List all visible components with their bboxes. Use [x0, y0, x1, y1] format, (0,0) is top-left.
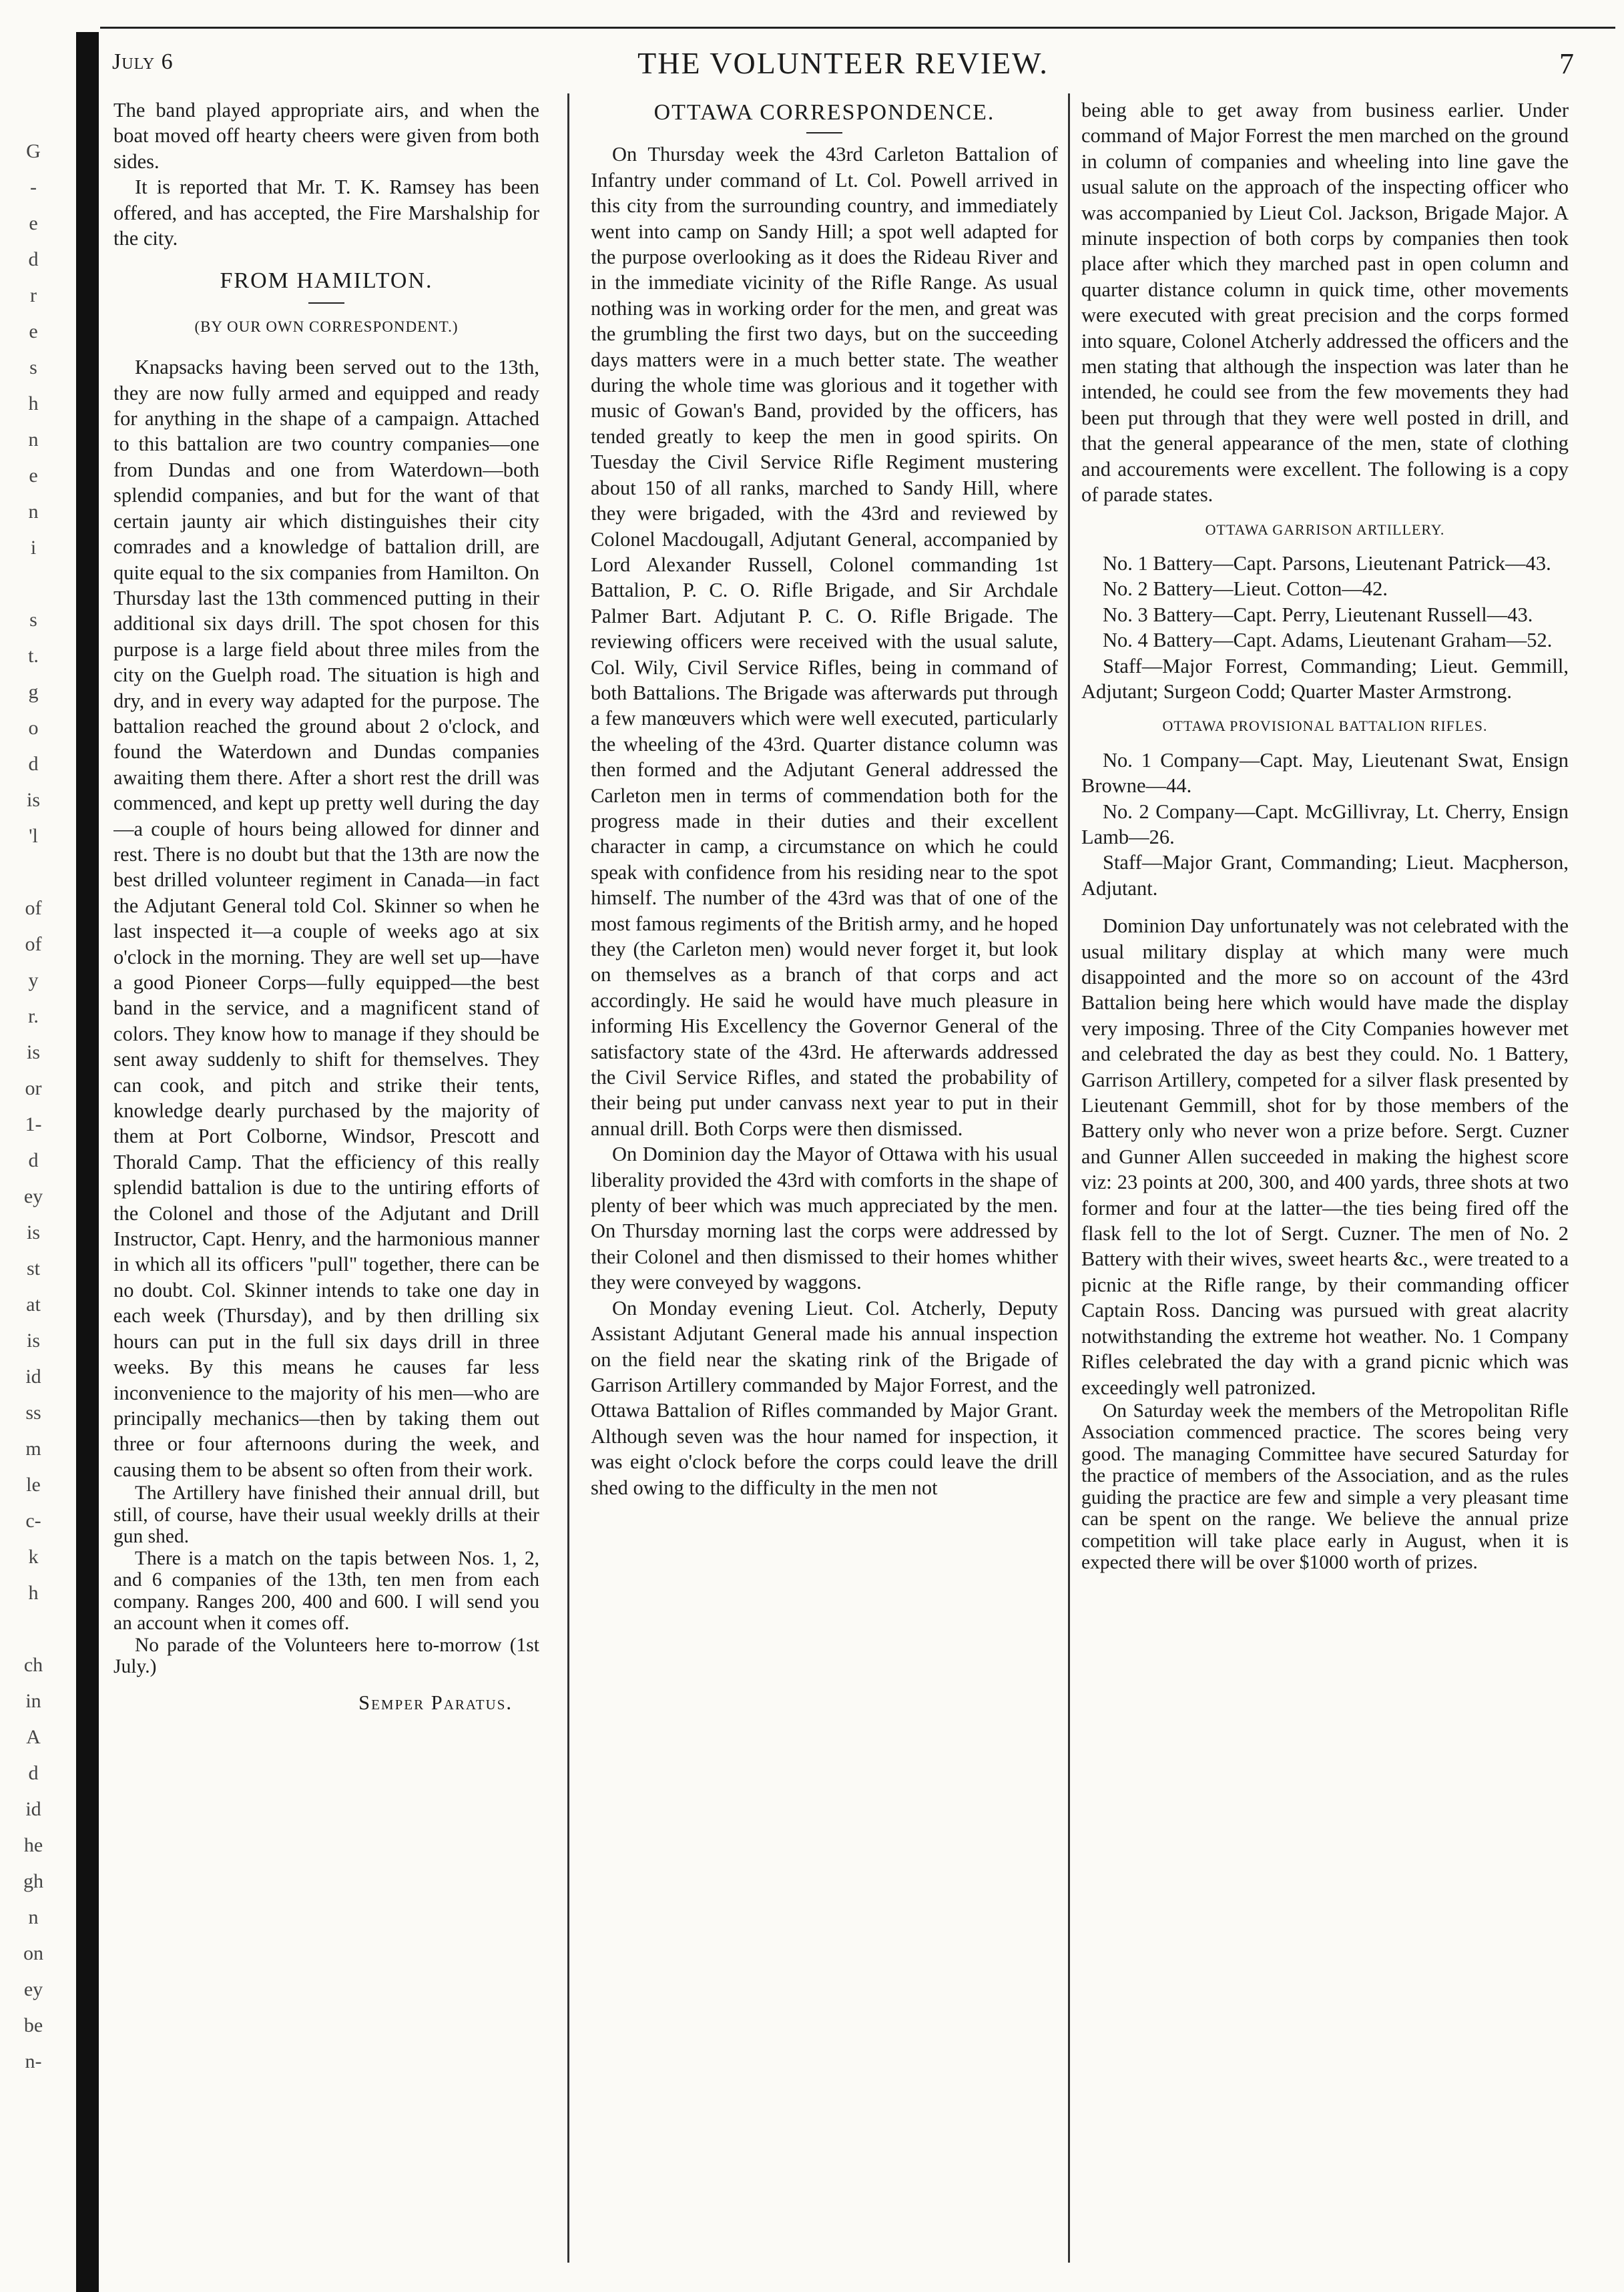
- margin-fragment: id: [25, 1798, 41, 1820]
- heading-rule: [308, 302, 344, 304]
- margin-fragment: c-: [25, 1510, 41, 1532]
- margin-fragment: ey: [23, 1978, 43, 2000]
- margin-fragment: is: [26, 1330, 40, 1352]
- margin-fragment: i: [30, 537, 37, 559]
- margin-fragment: r: [30, 284, 37, 306]
- roster-entry: No. 2 Battery—Lieut. Cotton—42.: [1103, 577, 1388, 601]
- article-paragraph: On Dominion day the Mayor of Ottawa with his usual liberality provided the 43rd with comforts in the shape of plenty of beer which was much appreciated by the men. On Thursday morning last the corps were addressed by their Colonel and then dismissed to their homes whither they were conveyed by waggons.: [591, 1143, 1058, 1294]
- section-heading-hamilton: FROM HAMILTON.: [220, 268, 433, 294]
- margin-fragment: in: [25, 1690, 41, 1712]
- margin-fragment: gh: [23, 1870, 43, 1892]
- margin-fragment: k: [28, 1546, 39, 1568]
- margin-fragment: n: [28, 1906, 39, 1928]
- margin-fragment: be: [23, 2014, 43, 2036]
- margin-fragment: t.: [28, 645, 39, 667]
- margin-fragment: s: [29, 609, 37, 631]
- roster-entry: No. 4 Battery—Capt. Adams, Lieutenant Graham—52.: [1103, 629, 1553, 652]
- article-paragraph: It is reported that Mr. T. K. Ramsey has been offered, and has accepted, the Fire Marshalship for the city.: [113, 176, 539, 250]
- roster-entry: Staff—Major Forrest, Commanding; Lieut. Gemmill, Adjutant; Surgeon Codd; Quarter Master Armstrong.: [1081, 654, 1569, 703]
- margin-fragment: d: [28, 1762, 39, 1784]
- roster-entry: No. 1 Battery—Capt. Parsons, Lieutenant Patrick—43.: [1103, 551, 1551, 575]
- article-paragraph: No parade of the Volunteers here to-morrow (1st July.): [113, 1634, 539, 1678]
- column-two: [591, 97, 1058, 2273]
- margin-fragment: n: [28, 501, 39, 523]
- margin-fragment: ch: [23, 1654, 43, 1676]
- article-paragraph: There is a match on the tapis between Nos. 1, 2, and 6 companies of the 13th, ten men from each company. Ranges 200, 400 and 600. I will send you an account when it comes off.: [113, 1547, 539, 1635]
- column-rule: [1068, 93, 1070, 2263]
- margin-fragment: of: [25, 933, 42, 955]
- margin-fragment: h: [28, 392, 39, 414]
- roster-entry: No. 3 Battery—Capt. Perry, Lieutenant Russell—43.: [1103, 603, 1533, 626]
- column-rule: [567, 93, 569, 2263]
- margin-fragment: e: [29, 320, 38, 342]
- margin-fragment: or: [25, 1077, 42, 1099]
- margin-fragment: e: [29, 212, 38, 234]
- margin-fragment: d: [28, 248, 39, 270]
- margin-fragment: is: [26, 1041, 40, 1063]
- adjacent-page-margin: [0, 133, 67, 2136]
- margin-fragment: le: [26, 1474, 41, 1496]
- page-header: [112, 45, 1574, 85]
- margin-fragment: he: [23, 1834, 43, 1856]
- margin-fragment: ss: [25, 1402, 41, 1424]
- margin-fragment: st: [26, 1257, 40, 1279]
- margin-fragment: on: [23, 1942, 43, 1964]
- correspondent-signature: Semper Paratus.: [358, 1691, 513, 1714]
- margin-fragment: -: [30, 176, 37, 198]
- margin-fragment: g: [28, 681, 39, 703]
- margin-fragment: A: [26, 1726, 41, 1748]
- margin-fragment: h: [28, 1582, 39, 1604]
- rifles-subheading: OTTAWA PROVISIONAL BATTALION RIFLES.: [1162, 718, 1488, 735]
- article-paragraph: being able to get away from business earlier. Under command of Major Forrest the men marched on the ground in column of companies and wheeling into line gave the usual salute on the approach of the inspecting officer who was accompanied by Lieut Col. Jackson, Brigade Major. A minute inspection of both corps by companies then took place after which they marched past in open column and quarter distance column in quick time, other movements were executed with great precision and the corps formed into square, Colonel Atcherly addressed the officers and the men stating that although the inspection was later than he intended, he could see from the few movements they had been put through that they were well posted in drill, and that the general appearance of the men, state of clothing and accourements were excellent. The following is a copy of parade states.: [1081, 99, 1569, 507]
- margin-fragment: is: [26, 1221, 40, 1243]
- article-paragraph: The band played appropriate airs, and when the boat moved off hearty cheers were given from both sides.: [113, 99, 539, 173]
- artillery-subheading: OTTAWA GARRISON ARTILLERY.: [1205, 521, 1445, 538]
- margin-fragment: o: [28, 717, 39, 739]
- newspaper-title: THE VOLUNTEER REVIEW.: [637, 46, 1049, 80]
- column-one: [113, 97, 539, 2273]
- section-heading-ottawa: OTTAWA CORRESPONDENCE.: [653, 100, 995, 125]
- byline: (BY OUR OWN CORRESPONDENT.): [194, 318, 459, 335]
- roster-entry: Staff—Major Grant, Commanding; Lieut. Macpherson, Adjutant.: [1081, 851, 1569, 900]
- margin-fragment: d: [28, 1149, 39, 1171]
- article-paragraph: The Artillery have finished their annual drill, but still, of course, have their usual weekly drills at their gun shed.: [113, 1482, 539, 1548]
- margin-fragment: at: [26, 1294, 41, 1316]
- issue-date: July 6: [112, 49, 174, 74]
- binding-gutter: [76, 32, 99, 2292]
- margin-fragment: s: [29, 356, 37, 378]
- roster-entry: No. 2 Company—Capt. McGillivray, Lt. Cherry, Ensign Lamb—26.: [1081, 800, 1569, 848]
- article-paragraph: On Saturday week the members of the Metropolitan Rifle Association commenced practice. The scores being very good. The managing Committee have secured Saturday for the practice of members of the Association, and as the rules guiding the practice are few and simple a very pleasant time can be spent on the range. We believe the annual prize competition will take place early in August, when it is expected there will be over $1000 worth of prizes.: [1081, 1400, 1569, 1574]
- article-paragraph: Knapsacks having been served out to the 13th, they are now fully armed and equipped and ready for anything in the shape of a campaign. Attached to this battalion are two country companies—one from Dundas and one from Waterdown—both splendid companies, and but for the want of that certain jaunty air which distinguishes their city comrades and a knowledge of battalion drill, are quite equal to the six companies from Hamilton. On Thursday last the 13th commenced putting in their additional six days drill. The spot chosen for this purpose is a large field about three miles from the city on the Guelph road. The situation is high and dry, and in every way adapted for the purpose. The battalion reached the ground about 2 o'clock, and found the Waterdown and Dundas companies awaiting them there. After a short rest the drill was commenced, and kept up pretty well during the day—a couple of hours being allowed for dinner and rest. There is no doubt but that the 13th are now the best drilled volunteer regiment in Canada—in fact the Adjutant General told Col. Skinner so when he last inspected it—a couple of weeks ago at six o'clock in the morning. They are well set up—have a good Pioneer Corps—fully equipped—the best band in the service, and a magnificent stand of colors. They know how to manage if they should be sent away suddenly to shift for themselves. They can cook, and pitch and strike their tents, knowledge dearly purchased by the majority of them at Port Colborne, Windsor, Prescott and Thorald Camp. That the efficiency of this really splendid battalion is due to the untiring efforts of the Colonel and those of the Adjutant and Drill Instructor, Capt. Henry, and the harmonious manner in which all its officers "pull" together, there can be no doubt. Col. Skinner intends to take one day in each week (Thursday), and by then drilling six hours can put in the full six days drill in three weeks. By this means he causes far less inconvenience to the majority of his men—who are principally mechanics—then by taking them out three or four afternoons during the week, and causing them to be absent so often from their work.: [113, 356, 539, 1481]
- margin-fragment: 'l: [29, 825, 38, 847]
- margin-fragment: id: [25, 1366, 41, 1388]
- roster-entry: No. 1 Company—Capt. May, Lieutenant Swat, Ensign Browne—44.: [1081, 748, 1569, 798]
- article-paragraph: On Thursday week the 43rd Carleton Battalion of Infantry under command of Lt. Col. Powell arrived in this city from the surrounding country, and immediately went into camp on Sandy Hill; a spot well adapted for the purpose overlooking as it does the Rideau River and in the immediate vicinity of the Rifle Range. As usual nothing was in working order for the men, and great was the grumbling the first two days, but on the succeeding days matters were in a much better state. The weather during the whole time was glorious and it together with music of Gowan's Band, provided by the officers, has tended greatly to keep the men in good spirits. On Tuesday the Civil Service Rifle Regiment mustering about 150 of all ranks, marched to Sandy Hill, where they were brigaded, with the 43rd and reviewed by Colonel Macdougall, Adjutant General, accompanied by Lord Alexander Russell, Colonel commanding 1st Battalion, P. C. O. Rifle Brigade, and Sir Archdale Palmer Bart. Adjutant P. C. O. Rifle Brigade. The reviewing officers were received with the usual salute, Col. Wily, Civil Service Rifles, being in command of both Battalions. The Brigade was afterwards put through a few manœuvers which were well executed, particularly the wheeling of the 43rd. Quarter distance column was then formed and the Adjutant General addressed the Carleton men in terms of commendation both for the progress made in their duties and their excellent character in camp, a circumstance on which he could speak with confidence from his residing near to the spot himself. The number of the 43rd was that of one of the most famous regiments of the British army, and he hoped they (the Carleton men) would never forget it, but look on themselves as a branch of that corps and act accordingly. He said he would have much pleasure in informing His Excellency the Governor General of the satisfactory state of the 43rd. He afterwards addressed the Civil Service Rifles, and stated the probability of their being put under canvass next year to put in their annual drill. Both Corps were then dismissed.: [591, 143, 1058, 1140]
- margin-fragment: y: [28, 969, 39, 991]
- header-rule: [100, 27, 1615, 29]
- artillery-roster: [1081, 551, 1569, 704]
- margin-fragment: ey: [23, 1185, 43, 1207]
- margin-fragment: d: [28, 753, 39, 775]
- margin-fragment: 1-: [25, 1113, 42, 1135]
- margin-fragment: n: [28, 428, 39, 451]
- article-paragraph: On Monday evening Lieut. Col. Atcherly, Deputy Assistant Adjutant General made his annual inspection on the field near the skating rink of the Brigade of Garrison Artillery commanded by Major Forrest, and the Ottawa Battalion of Rifles commanded by Major Grant. Although seven was the hour named for inspection, it was eight o'clock before the corps could leave the drill shed owing to the difficulty in the men not: [591, 1296, 1058, 1499]
- article-paragraph: Dominion Day unfortunately was not celebrated with the usual military display at which many were much disappointed and the more so on account of the 43rd Battalion being here which would have made the display very imposing. Three of the City Companies however met and celebrated the day as best they could. No. 1 Battery, Garrison Artillery, competed for a silver flask presented by Lieutenant Gemmill, shot for by those members of the Battery only who never won a prize before. Sergt. Cuzner and Gunner Allen succeeded in making the highest score viz: 23 points at 200, 300, and 400 yards, three shots at two former and four at the latter—the ties being fired off the flask fell to the lot of Sergt. Cuzner. The men of No. 2 Battery with their wives, sweet hearts &c., were treated to a picnic at the Rifle range, by their commanding officer Captain Ross. Dancing was pursued with great alacrity notwithstanding the extreme hot weather. No. 1 Company Rifles celebrated the day with a grand picnic which was exceedingly well patronized.: [1081, 914, 1569, 1399]
- margin-fragment: n-: [25, 2050, 42, 2072]
- margin-fragment: [0, 854, 67, 890]
- margin-fragment: [0, 566, 67, 602]
- page-number: 7: [1559, 47, 1574, 80]
- margin-fragment: e: [29, 465, 38, 487]
- column-three: [1081, 97, 1569, 2273]
- margin-fragment: [0, 1611, 67, 1647]
- margin-fragment: of: [25, 897, 42, 919]
- margin-fragment: G: [26, 140, 41, 162]
- margin-fragment: r.: [28, 1005, 39, 1027]
- margin-fragment: is: [26, 789, 40, 811]
- heading-rule: [806, 132, 842, 133]
- margin-fragment: m: [25, 1438, 41, 1460]
- rifles-roster: [1081, 748, 1569, 901]
